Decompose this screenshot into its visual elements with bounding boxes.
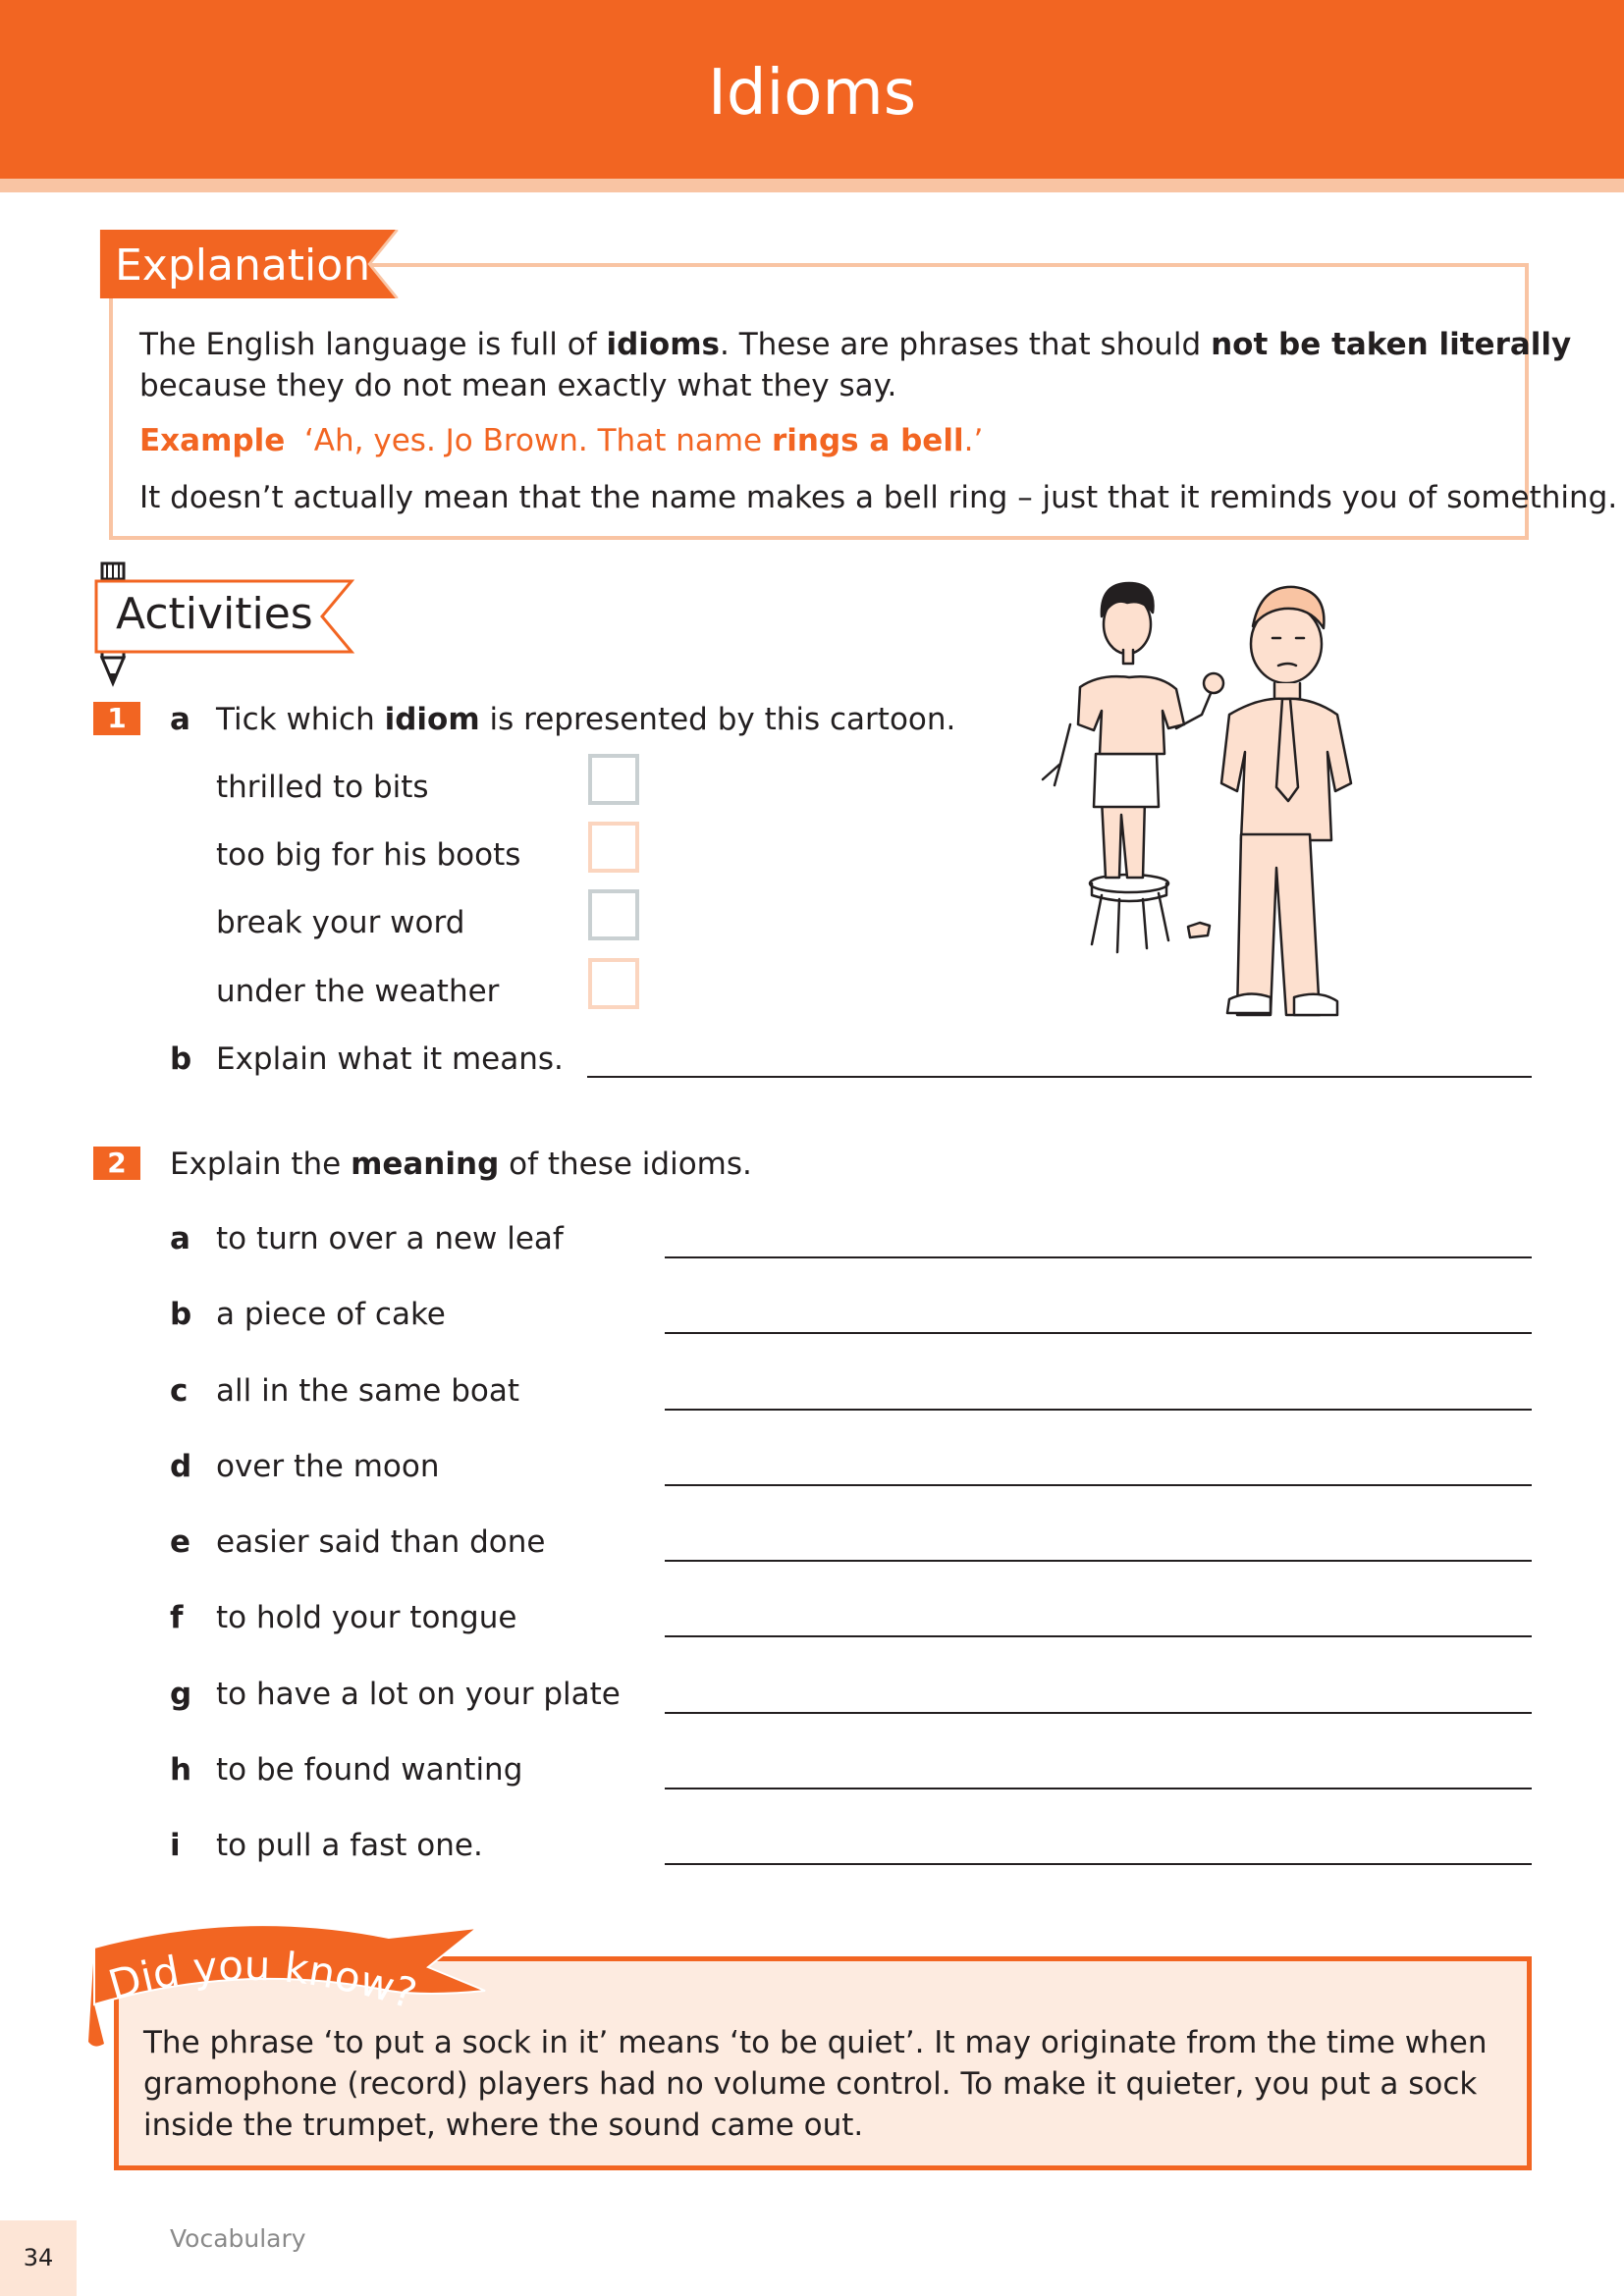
answer-line-2e[interactable] [665, 1560, 1532, 1562]
tick-box-break-your-word[interactable] [588, 889, 639, 940]
explanation-paragraph-3: It doesn’t actually mean that the name makes a bell ring – just that it reminds you of something. [139, 480, 1618, 515]
text-run: . These are phrases that should [719, 327, 1212, 362]
part-letter: a [170, 702, 190, 737]
page-number: 34 [0, 2220, 77, 2296]
text-run: ‘Ah, yes. Jo Brown. That name [303, 423, 772, 458]
did-you-know-heading: Did you know? [103, 1941, 423, 2019]
answer-line-2b[interactable] [665, 1332, 1532, 1334]
idiom-text: to turn over a new leaf [216, 1221, 564, 1256]
text-run: is represented by this cartoon. [479, 702, 956, 737]
text-run: Explain the [170, 1147, 352, 1182]
idiom-text: easier said than done [216, 1524, 546, 1560]
bold-term: rings a bell [771, 423, 964, 458]
explanation-example [139, 419, 983, 462]
answer-line-2d[interactable] [665, 1484, 1532, 1486]
text-run: Tick which [216, 702, 385, 737]
tick-box-too-big-for-his-boots[interactable] [588, 822, 639, 873]
answer-line-2c[interactable] [665, 1409, 1532, 1411]
did-you-know-text: The phrase ‘to put a sock in it’ means ‘to be quiet’. It may originate from the time when gramophone (record) players had no volume control. To make it quieter, you put a sock inside the trumpet, where the sound came out. [143, 2025, 1488, 2143]
section-label: Vocabulary [170, 2224, 306, 2253]
explanation-heading: Explanation [115, 240, 371, 291]
option-label: thrilled to bits [216, 770, 429, 805]
part-letter: a [170, 1221, 190, 1256]
idiom-text: all in the same boat [216, 1373, 519, 1409]
question-number-2: 2 [93, 1147, 140, 1180]
cartoon-illustration [1021, 567, 1375, 1019]
answer-line-2i[interactable] [665, 1863, 1532, 1865]
answer-line-2g[interactable] [665, 1712, 1532, 1714]
text-run: of these idioms. [499, 1147, 752, 1182]
page-title: Idioms [707, 57, 917, 130]
answer-line-2f[interactable] [665, 1635, 1532, 1637]
option-label: under the weather [216, 974, 500, 1009]
bold-term: idioms [606, 327, 720, 362]
idiom-text: a piece of cake [216, 1297, 446, 1332]
question-1a-prompt [216, 700, 955, 739]
part-letter: g [170, 1677, 192, 1712]
answer-line-2a[interactable] [665, 1256, 1532, 1258]
part-letter: b [170, 1297, 192, 1332]
text-run: .’ [963, 423, 984, 458]
explanation-paragraph-1-cont: because they do not mean exactly what they say. [139, 368, 897, 403]
part-letter: i [170, 1828, 181, 1863]
text-run: The English language is full of [139, 327, 607, 362]
idiom-text: over the moon [216, 1449, 440, 1484]
question-2-prompt [170, 1145, 752, 1184]
bold-term: meaning [351, 1147, 500, 1182]
question-number-1: 1 [93, 702, 140, 735]
tick-box-thrilled-to-bits[interactable] [588, 754, 639, 805]
idiom-text: to hold your tongue [216, 1600, 517, 1635]
example-label: Example [139, 423, 286, 458]
bold-term: idiom [384, 702, 480, 737]
option-label: break your word [216, 905, 465, 940]
answer-line-2h[interactable] [665, 1788, 1532, 1789]
idiom-text: to be found wanting [216, 1752, 523, 1788]
question-1b-prompt: Explain what it means. [216, 1041, 564, 1077]
part-letter: d [170, 1449, 192, 1484]
part-letter: e [170, 1524, 191, 1560]
part-letter: h [170, 1752, 192, 1788]
idiom-text: to pull a fast one. [216, 1828, 483, 1863]
header-stripe [0, 179, 1624, 192]
activities-heading: Activities [116, 589, 313, 639]
answer-line-1b[interactable] [587, 1076, 1532, 1078]
option-label: too big for his boots [216, 837, 521, 873]
part-letter: f [170, 1600, 184, 1635]
tick-box-under-the-weather[interactable] [588, 958, 639, 1009]
part-letter: b [170, 1041, 192, 1077]
explanation-paragraph-1 [139, 323, 1571, 366]
bold-term: not be taken literally [1211, 327, 1572, 362]
part-letter: c [170, 1373, 189, 1409]
idiom-text: to have a lot on your plate [216, 1677, 621, 1712]
